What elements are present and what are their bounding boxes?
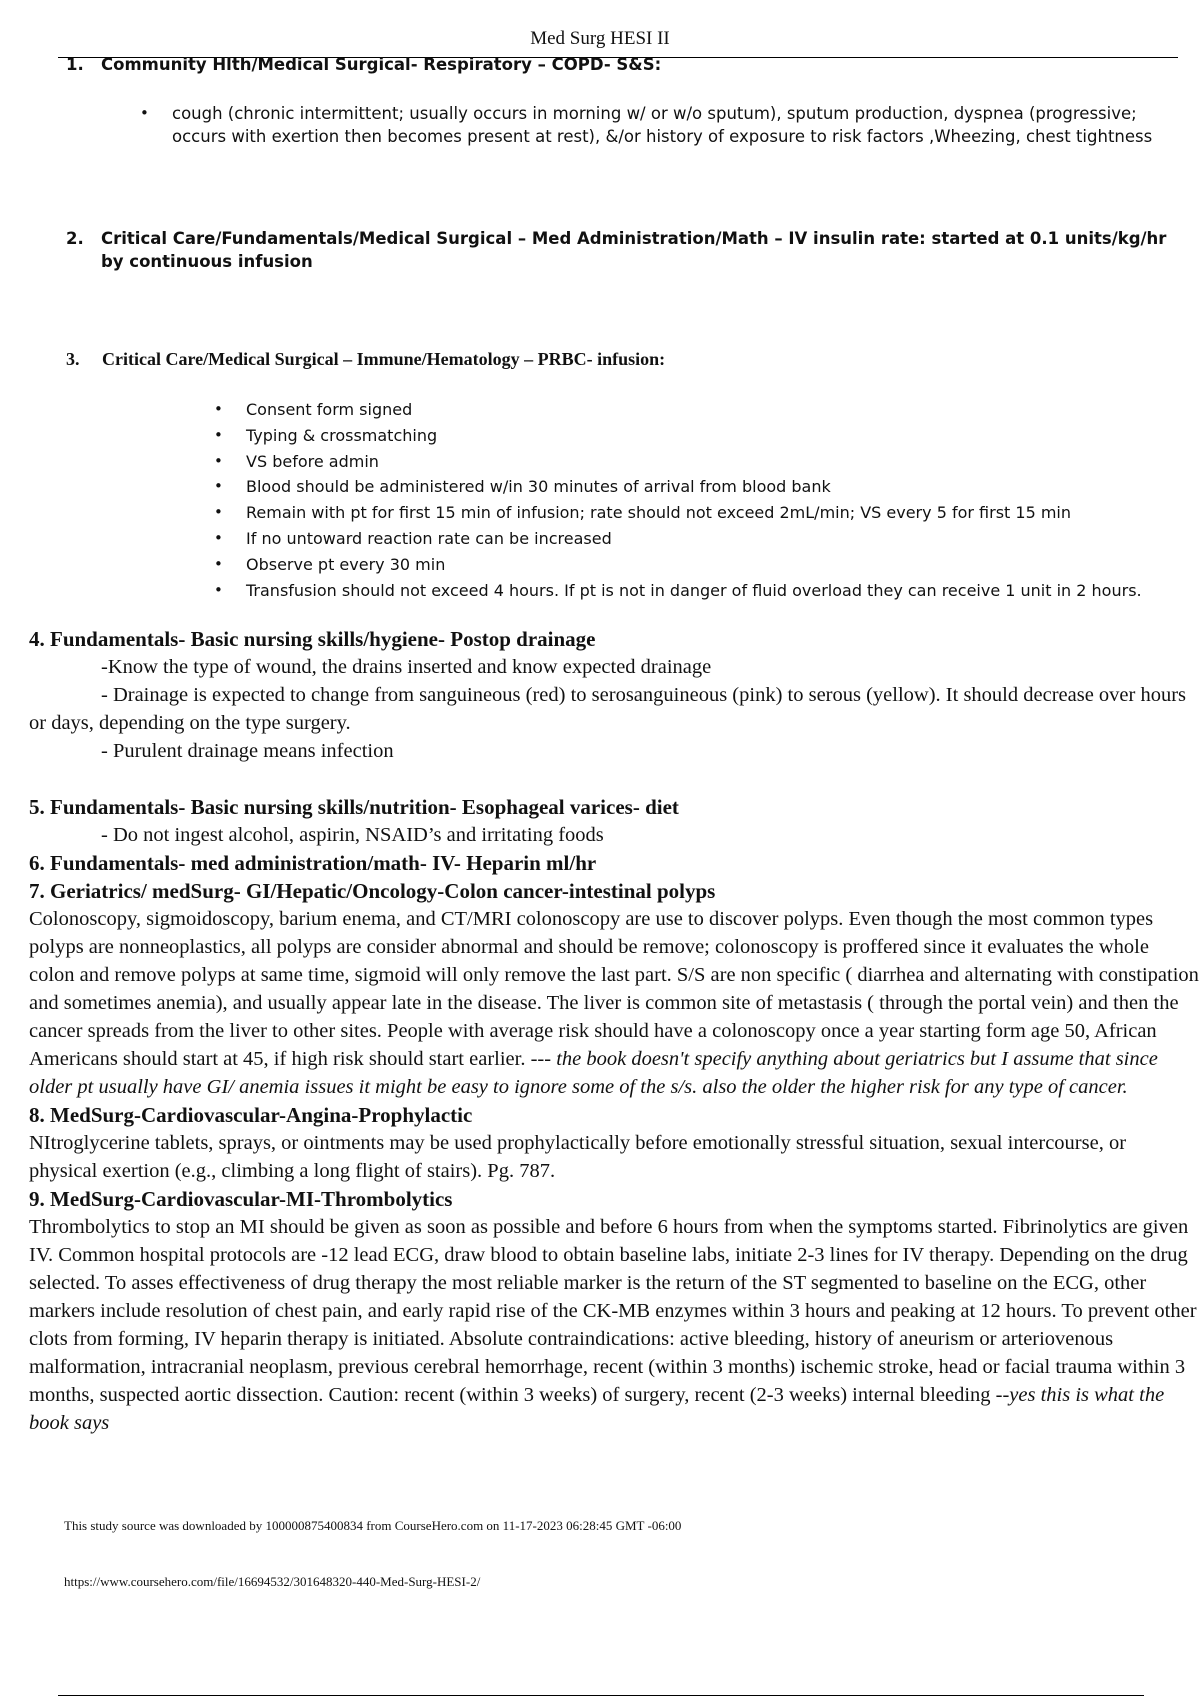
item-7-heading: 7. Geriatrics/ medSurg- GI/Hepatic/Oncology-Colon cancer-intestinal polyps xyxy=(29,879,716,903)
item-7-note: the book doesn't specify anything about geriatrics but I assume that since older pt usually have GI/ anemia issues it might be easy to ignore some of the s/s. also the older the higher risk for any type of cancer. xyxy=(29,1048,1158,1098)
item-4-line-1: -Know the type of wound, the drains inserted and know expected drainage xyxy=(101,656,712,678)
item-4-line-3: - Purulent drainage means infection xyxy=(101,740,394,762)
item-4-heading: 4. Fundamentals- Basic nursing skills/hygiene- Postop drainage xyxy=(29,627,596,651)
item-8-heading: 8. MedSurg-Cardiovascular-Angina-Prophylactic xyxy=(29,1103,473,1127)
list-item: • VS before admin xyxy=(246,449,1186,475)
list-item: • Observe pt every 30 min xyxy=(246,552,1186,578)
item-7-text xyxy=(29,905,1199,1101)
item-9-heading: 9. MedSurg-Cardiovascular-MI-Thrombolytics xyxy=(29,1187,453,1211)
item-3-heading: Critical Care/Medical Surgical – Immune/Hematology – PRBC- infusion: xyxy=(102,349,666,369)
list-item: • Typing & crossmatching xyxy=(246,423,1186,449)
source-url[interactable]: https://www.coursehero.com/file/16694532/301648320-440-Med-Surg-HESI-2/ xyxy=(64,1574,481,1589)
item-2-heading: Critical Care/Fundamentals/Medical Surgical – Med Administration/Math – IV insulin rate: started at 0.1 units/kg/hr by continuous infusion xyxy=(101,229,1167,271)
list-item: • Transfusion should not exceed 4 hours. If pt is not in danger of fluid overload they can receive 1 unit in 2 hours. xyxy=(246,578,1186,604)
list-item: • cough (chronic intermittent; usually occurs in morning w/ or w/o sputum), sputum production, dyspnea (progressive; occurs with exertion then becomes present at rest), &/or history of exposure to risk factors ,Wheezing, chest tightness xyxy=(172,102,1194,148)
item-9-body: Thrombolytics to stop an MI should be given as soon as possible and before 6 hours from when the symptoms started. Fibrinolytics are given IV. Common hospital protocols are -12 lead ECG, draw blood to obtain baseline labs, initiate 2-3 lines for IV therapy. Depending on the drug selected. To asses effectiveness of drug therapy the most reliable marker is the return of the ST segmented to baseline on the ECG, other markers include resolution of chest pain, and early rapid rise of the CK-MB enzymes within 3 hours and peaking at 12 hours. To prevent other clots from forming, IV heparin therapy is initiated. Absolute contraindications: active bleeding, history of aneurism or arteriovenous malformation, intracranial neoplasm, previous cerebral hemorrhage, recent (within 3 months) ischemic stroke, head or facial trauma within 3 months, suspected aortic dissection. Caution: recent (within 3 weeks) of surgery, recent (2-3 weeks) internal bleeding xyxy=(29,1216,1197,1406)
item-3-bullets xyxy=(246,397,1186,603)
item-9-note: --yes this is what the book says xyxy=(29,1384,1165,1434)
item-7-body: Colonoscopy, sigmoidoscopy, barium enema, and CT/MRI colonoscopy are use to discover polyps. Even though the most common types polyps are nonneoplastics, all polyps are consider abnormal and should be remove; colonoscopy is proffered since it evaluates the whole colon and remove polyps at same time, sigmoid will only remove the last part. S/S are non specific ( diarrhea and alternating with constipation and sometimes anemia), and usually appear late in the disease. The liver is common site of metastasis ( through the portal vein) and then the cancer spreads from the liver to other sites. People with average risk should have a colonoscopy once a year starting form age 50, African Americans should start at 45, if high risk should start earlier. --- xyxy=(29,908,1199,1070)
footer-rule xyxy=(58,1695,1144,1696)
item-1-heading: Community Hlth/Medical Surgical- Respiratory – COPD- S&S: xyxy=(101,55,662,74)
list-item: • Blood should be administered w/in 30 minutes of arrival from blood bank xyxy=(246,474,1186,500)
item-9-text xyxy=(29,1213,1199,1437)
list-item: • Remain with pt for first 15 min of infusion; rate should not exceed 2mL/min; VS every 5 for first 15 min xyxy=(246,500,1186,526)
item-4-line-2: - Drainage is expected to change from sanguineous (red) to serosanguineous (pink) to serous (yellow). It should decrease over hours or days, depending on the type surgery. xyxy=(29,684,1187,734)
item-6-heading: 6. Fundamentals- med administration/math- IV- Heparin ml/hr xyxy=(29,851,597,875)
item-8-text: NItroglycerine tablets, sprays, or ointments may be used prophylactically before emotionally stressful situation, sexual intercourse, or physical exertion (e.g., climbing a long flight of stairs). Pg. 787. xyxy=(29,1132,1127,1182)
list-item: • Consent form signed xyxy=(246,397,1186,423)
item-5-line-1: - Do not ingest alcohol, aspirin, NSAID’s and irritating foods xyxy=(101,824,604,846)
item-3-number: 3. xyxy=(66,349,80,369)
page-title: Med Surg HESI II xyxy=(530,28,670,49)
item-1-number: 1. xyxy=(66,55,84,74)
item-2-number: 2. xyxy=(66,229,84,248)
main-body xyxy=(29,625,1199,1437)
item-5-heading: 5. Fundamentals- Basic nursing skills/nutrition- Esophageal varices- diet xyxy=(29,795,679,819)
source-notice: This study source was downloaded by 100000875400834 from CourseHero.com on 11-17-2023 06:28:45 GMT -06:00 xyxy=(64,1518,682,1533)
list-item: • If no untoward reaction rate can be increased xyxy=(246,526,1186,552)
item-1-bullets xyxy=(172,102,1194,148)
